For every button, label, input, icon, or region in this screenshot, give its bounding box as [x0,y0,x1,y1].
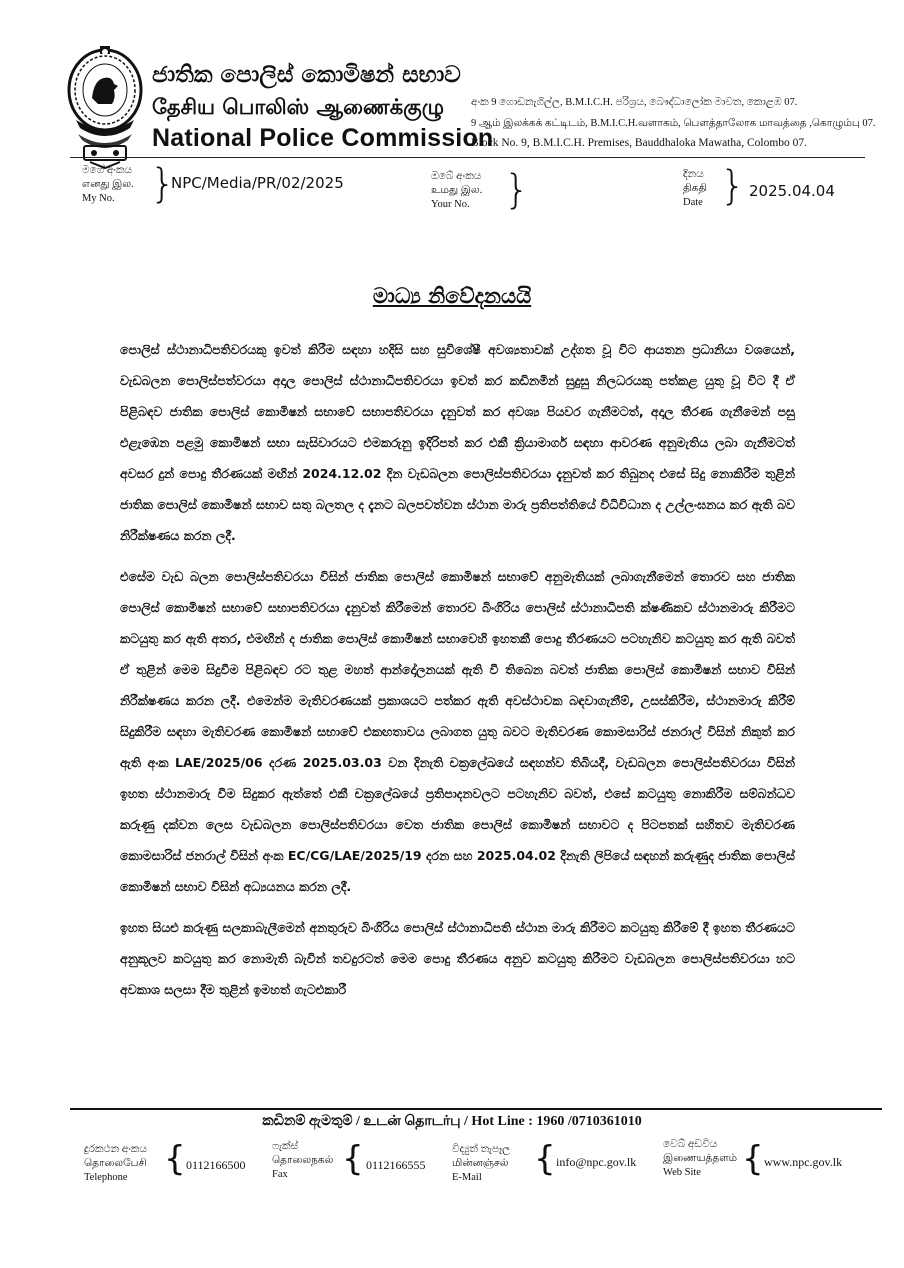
footer-divider [70,1108,882,1110]
telephone-label-en: Telephone [84,1172,128,1183]
paragraph: එසේම වැඩ බලන පොලිස්පතිවරයා විසින් ජාතික පොලිස් කොමිෂන් සභාවේ අනුමැතියක් ලබාගැනීමෙන් තොරව සහ ජාතික පොලිස් කොමිෂන් සභාවේ සභාපතිවරයා දැනුවත් කිරීමෙන් තොරව බිංගිරිය පොලිස් ස්ථානාධිපති ක්ෂණිකව ස්ථානමාරු කිරීමට කටයුතු කර ඇති අතර, එමඟින් ද ජාතික පොලිස් කොමිෂන් සභාවෙහි ඉහතකී පොදු තීරණයට පටහැනිව කටයුතු කර ඇති බවත් ඒ තුළින් මෙම සිදුවීම පිළිබඳව රට තුළ මහත් ආන්දෝලනයක් ඇති වී තිබෙන බවත් ජාතික පොලිස් කොමිෂන් සභාව විසින් නිරීක්ෂණය කරන ලදී. එමෙන්ම මැතිවරණයක් ප්‍රකාශයට පත්කර ඇති අවස්ථාවක බඳවාගැනීම්, උසස්කිරීම, ස්ථානමාරු කිරීම් සිදුකිරීම සඳහා මැතිවරණ කොමිෂන් සභාවේ එකඟතාවය ලබාගත යුතු බවට මැතිවරණ කොමසාරිස් ජනරාල් විසින් නිකුත් කර ඇති අංක LAE/2025/06 දරණ 2025.03.03 වන දිනැති චක්‍රලේඛයේ සඳහන්ව තිබියදී, වැඩබලන පොලිස්පතිවරයා විසින් ඉහත ස්ථානමාරු වීම සිදුකර ඇත්තේ එකී චක්‍රලේඛයේ ප්‍රතිපාදනවලට පටහැනිව බවත්, එසේ කටයුතු නොකිරීම සම්බන්ධව කරුණු දක්වන ලෙස වැඩබලන පොලිස්පතිවරයා වෙත ජාතික පොලිස් කොමිෂන් සභාවට ද පිටපතක් සහිතව මැතිවරණ කොමසාරිස් ජනරාල් විසින් අංක EC/CG/LAE/2025/19 දරන සහ 2025.04.02 දිනැති ලිපියේ සඳහන් කරුණුද ජාතික පොලිස් කොමිෂන් සභාව විසින් අධ්‍යයනය කරන ලදී. [120,569,795,894]
your-no-label-ta: உமது இல. [431,185,483,196]
brace-icon: { [742,1139,764,1179]
email-label-si: විද්‍යුත් තැපෑල [452,1144,511,1155]
your-no-label-en: Your No. [431,199,470,210]
date-label-en: Date [683,197,703,208]
website-value[interactable]: www.npc.gov.lk [764,1155,843,1169]
address-sinhala: අංක 9 ගොඩනැගිල්ල, B.M.I.C.H. පරිශ්‍රය, බෞද්ධාලෝක මාවත, කොළඹ 07. [471,97,798,108]
my-no-label [82,164,134,206]
email-label-ta: மின்னஞ்சல் [452,1158,509,1169]
fax-label-ta: தொலைநகல் [272,1155,334,1166]
hotline: කඩිනම් ඇමතුම් / உடன் தொடர்பு / Hot Line : 1960 /0710361010 [262,1114,642,1129]
website-label-en: Web Site [663,1167,701,1178]
brace-icon: { [342,1139,364,1179]
date-label [683,168,707,210]
brace-icon: } [504,167,530,213]
email-label [452,1143,510,1185]
brace-icon: } [150,161,176,207]
title-tamil: தேசிய பொலிஸ் ஆணைக்குழு [152,95,445,119]
address-tamil: 9 ஆம் இலக்கக் கட்டிடம், B.M.I.C.H.வளாகம், பௌத்தாலோக மாவத்தை ,கொழும்பு 07. [471,118,876,129]
telephone-label [84,1143,147,1185]
my-no-label-en: My No. [82,193,115,204]
my-no-value: NPC/Media/PR/02/2025 [171,174,344,192]
paragraph: ඉහත සියළු කරුණු සලකාබැලීමෙන් අනතුරුව බිංගිරිය පොලිස් ස්ථානාධිපති ස්ථාන මාරු කිරීමට කටයුතු කිරීමේ දී ඉහත තීරණයට අනුකූලව කටයුතු කර නොමැති බැවින් තවදුරටත් මෙම පොදු තීරණය අනුව කටයුතු කිරීමට වැඩබලන පොලිස්පතිවරයා හට අවකාශ සලසා දීම තුළින් ඉමහත් ගැටළුකාරී [120,920,795,997]
telephone-value[interactable]: 0112166500 [186,1158,246,1172]
header-divider [70,157,865,158]
brace-icon: { [534,1139,556,1179]
my-no-label-si: මගේ අංකය [82,165,133,176]
fax-label-si: ෆැක්ස් [272,1141,299,1152]
paragraph: පොලිස් ස්ථානාධිපතිවරයකු ඉවත් කිරීම සඳහා හදිසි සහ සුවිශේෂී අවශ්‍යතාවක් උද්ගත වූ විට ආයතන ප්‍රධානියා වශයෙන්, වැඩබලන පොලිස්පත්වරයා අදාල පොලිස් ස්ථානාධිපතිවරයා ඉවත් කර කඩිනමින් සුදුසු නිලධරයකු පත්කළ යුතු වූ විට දී ඒ පිළිබඳව ජාතික පොලිස් කොමිෂන් සභාවේ සභාපතිවරයා දැනුවත් කර අවශ්‍ය පියවර ගැනීමටත්, අදාල තීරණ ගැනීමෙන් පසු එළැඹෙන පළමු කොමිෂන් සභා සැසිවාරයට එමකරුනු ඉදිරිපත් කර එකී ක්‍රියාමාර්ග සඳහා ආවරණ අනුමැතිය ලබා ගැනීමටත් අවසර දුන් පොදු තීරණයක් මඟින් 2024.12.02 දින වැඩබලන පොලිස්පතිවරයා දැනුවත් කර තිබුනද එසේ සිදු නොකිරීම තුළින් ජාතික පොලිස් කොමිෂන් සභාව සතු බලතල ද දැනට බලපවත්වන ස්ථාන මාරු ප්‍රතිපත්තියේ විධිවිධාන ද උල්ලංඝනය කර ඇති බව නිරීක්ෂණය කරන ලදී. [120,342,795,543]
email-value[interactable]: info@npc.gov.lk [556,1155,637,1169]
title-english: National Police Commission [152,124,494,152]
brace-icon: } [720,163,746,209]
website-label-si: වෙබ් අඩවිය [663,1139,718,1150]
email-label-en: E-Mail [452,1172,482,1183]
date-label-ta: திகதி [683,183,707,194]
date-label-si: දිනය [683,169,704,180]
title-sinhala: ජාතික පොලිස් කොමිෂන් සභාව [152,62,461,88]
website-label-ta: இணையத்தளம் [663,1153,738,1164]
date-value: 2025.04.04 [749,182,835,200]
my-no-label-ta: எனது இல. [82,179,134,190]
address-english: Block No. 9, B.M.I.C.H. Premises, Bauddhaloka Mawatha, Colombo 07. [471,137,808,149]
website-label [663,1138,737,1180]
fax-label [272,1140,333,1182]
press-release-body [120,334,795,1015]
telephone-label-si: දුරකථන අංකය [84,1144,147,1155]
sri-lanka-emblem-icon [64,42,146,170]
brace-icon: { [164,1139,186,1179]
fax-label-en: Fax [272,1169,288,1180]
your-no-label-si: ඔබේ අංකය [431,171,482,182]
your-no-label [431,170,482,212]
telephone-label-ta: தொலைபேசி [84,1158,147,1169]
page-title: මාධ්‍ය නිවේදනයයි [372,284,532,308]
fax-value: 0112166555 [366,1158,426,1172]
